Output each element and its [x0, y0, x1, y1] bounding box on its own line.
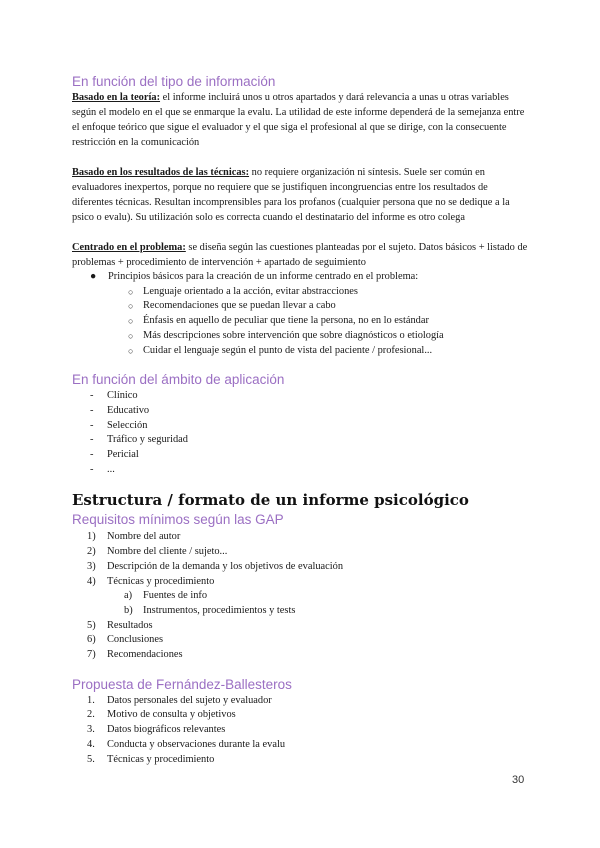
paragraph-basado-resultados [72, 165, 528, 225]
dash-bullet-icon: - [90, 404, 94, 416]
section-title-estructura: Estructura / formato de un informe psicológico [72, 491, 469, 510]
list-item: 5) Resultados [87, 619, 153, 631]
list-item: 5. Técnicas y procedimiento [87, 753, 215, 765]
list-item: 7) Recomendaciones [87, 649, 183, 661]
subbullet-list [72, 285, 528, 359]
section-heading-ambito-aplicacion: En función del ámbito de aplicación [72, 372, 285, 388]
bullet-icon: ● [90, 271, 97, 282]
list-item: - Selección [72, 419, 528, 434]
document-page [72, 70, 528, 767]
list-item: - Tráfico y seguridad [72, 433, 528, 448]
list-item: 3. Datos biográficos relevantes [87, 724, 226, 736]
list-item: a) Fuentes de info [124, 590, 208, 602]
list-item: 1) Nombre del autor [87, 531, 181, 543]
list-item: - Pericial [72, 448, 528, 463]
numbered-list-gap [72, 530, 528, 662]
lead-basado-resultados: Basado en los resultados de las técnicas: [72, 167, 250, 178]
list-item: 3) Descripción de la demanda y los objetivos de evaluación [87, 560, 344, 572]
text-basado-teoria: el informe incluirá unos u otros apartados y dará relevancia a unas u otras variables según el modelo en el que se enmarque la evalu. La utilidad de este informe dependerá de la semejanza entre el enfoque teórico que sigue el evaluador y el que siga el profesional al que se dirige, con la consecuente restricción en la comunicación [72, 92, 525, 148]
section-heading-fernandez-ballesteros: Propuesta de Fernández-Ballesteros [72, 676, 292, 692]
text-centrado-problema: se diseña según las cuestiones planteadas por el sujeto. Datos básicos + listado de problemas + procedimiento de intervención + apartado de seguimiento [72, 242, 528, 268]
list-item: 2. Motivo de consulta y objetivos [87, 709, 236, 721]
list-item: ○ Énfasis en aquello de peculiar que tiene la persona, no en lo estándar [72, 314, 528, 329]
list-item: ○ Lenguaje orientado a la acción, evitar abstracciones [72, 285, 528, 300]
section-heading-gap: Requisitos mínimos según las GAP [72, 512, 284, 528]
list-item: - ... [72, 463, 528, 478]
list-item: ○ Cuidar el lenguaje según el punto de vista del paciente / profesional... [72, 344, 528, 359]
lead-basado-teoria: Basado en la teoría: [72, 92, 161, 103]
dash-bullet-icon: - [90, 390, 94, 402]
list-item: ○ Más descripciones sobre intervención que sobre diagnósticos o etiología [72, 329, 528, 344]
bullet-list-principios [72, 270, 528, 285]
list-item: 4. Conducta y observaciones durante la evalu [87, 738, 286, 750]
circle-bullet-icon: ○ [128, 316, 134, 327]
circle-bullet-icon: ○ [128, 286, 134, 297]
dash-bullet-icon: - [90, 449, 94, 461]
list-item: - Educativo [72, 404, 528, 419]
list-item: - Clínico [72, 389, 528, 404]
paragraph-centrado-problema [72, 240, 528, 270]
circle-bullet-icon: ○ [128, 301, 134, 312]
list-item: 4) Técnicas y procedimiento [87, 575, 215, 587]
dash-bullet-icon: - [90, 434, 94, 446]
numbered-list-fernandez-ballesteros [72, 694, 528, 768]
page-number: 30 [512, 774, 525, 786]
list-item: 6) Conclusiones [87, 634, 163, 646]
dash-list-ambitos [72, 389, 528, 477]
paragraph-basado-teoria [72, 90, 528, 150]
dash-bullet-icon: - [90, 463, 94, 475]
circle-bullet-icon: ○ [128, 330, 134, 341]
list-item: ○ Recomendaciones que se puedan llevar a cabo [72, 299, 528, 314]
lead-centrado-problema: Centrado en el problema: [72, 242, 186, 253]
text-basado-resultados: no requiere organización ni síntesis. Suele ser común en evaluadores inexpertos, porque no requiere que se justifiquen incongruencias entre los resultados de diferentes técnicas. Resultan incomprensibles para los profanos (cualquier persona que no se dedique a la psico o evalu). Su utilización solo es correcta cuando el destinatario del informe es otro colega [72, 167, 510, 223]
list-item: b) Instrumentos, procedimientos y tests [124, 604, 296, 616]
list-item: 2) Nombre del cliente / sujeto... [87, 546, 228, 558]
section-heading-tipo-informacion: En función del tipo de información [72, 74, 276, 89]
list-item: ● Principios básicos para la creación de un informe centrado en el problema: [72, 270, 528, 285]
circle-bullet-icon: ○ [128, 345, 134, 356]
dash-bullet-icon: - [90, 419, 94, 431]
list-item: 1. Datos personales del sujeto y evaluador [87, 694, 272, 706]
